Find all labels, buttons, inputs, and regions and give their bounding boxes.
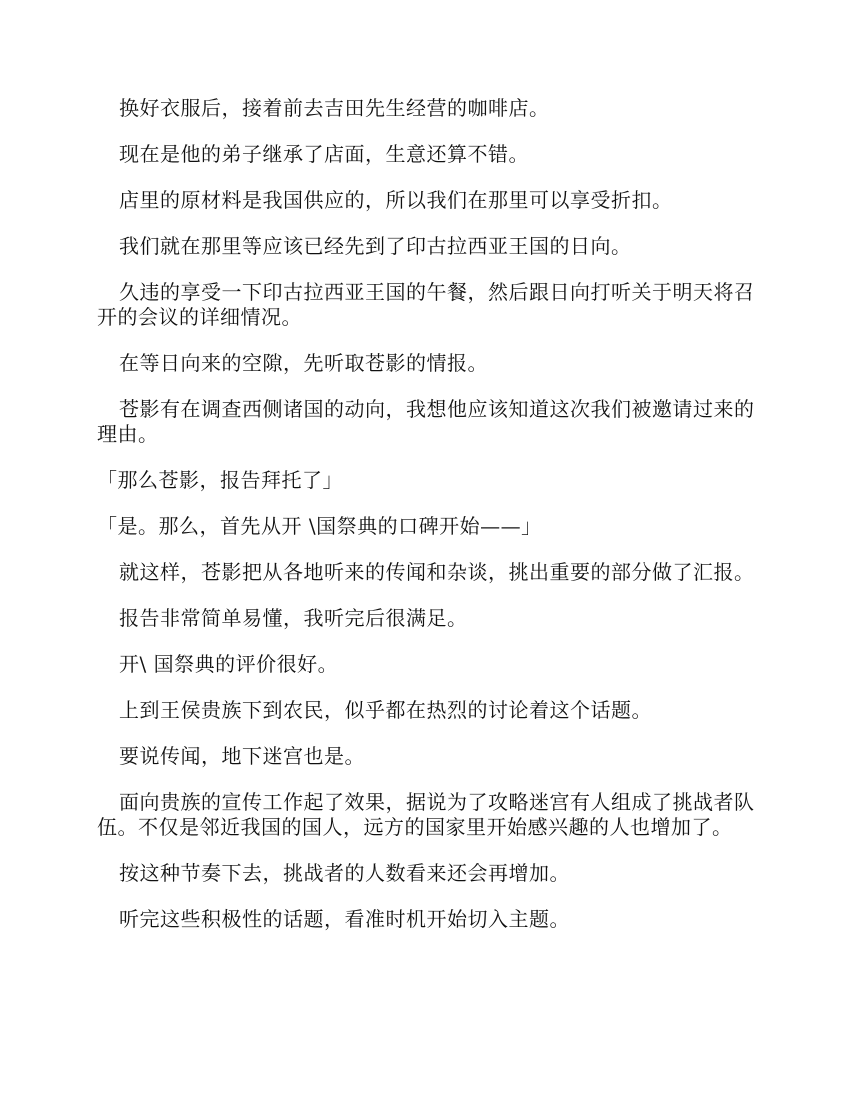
- document-body: [97, 96, 757, 953]
- paragraph: 报告非常简单易懂，我听完后很满足。: [119, 606, 468, 630]
- paragraph: 听完这些积极性的话题，看准时机开始切入主题。: [119, 907, 570, 931]
- dialogue-line: 「那么苍影，报告拜托了」: [97, 468, 343, 492]
- paragraph: 现在是他的弟子继承了店面，生意还算不错。: [119, 142, 529, 166]
- paragraph: 就这样，苍影把从各地听来的传闻和杂谈，挑出重要的部分做了汇报。: [119, 560, 755, 584]
- paragraph: 我们就在那里等应该已经先到了印古拉西亚王国的日向。: [119, 234, 632, 258]
- paragraph: 上到王侯贵族下到农民，似乎都在热烈的讨论着这个话题。: [119, 698, 652, 722]
- paragraph: 换好衣服后，接着前去吉田先生经营的咖啡店。: [119, 96, 550, 120]
- paragraph: 店里的原材料是我国供应的，所以我们在那里可以享受折扣。: [119, 188, 673, 212]
- dialogue-line: 「是。那么，首先从开 \国祭典的口碑开始——」: [97, 514, 542, 538]
- paragraph: 面向贵族的宣传工作起了效果，据说为了攻略迷宫有人组成了挑战者队伍。不仅是邻近我国的国人，远方的国家里开始感兴趣的人也增加了。: [97, 790, 755, 839]
- paragraph: 在等日向来的空隙，先听取苍影的情报。: [119, 351, 488, 375]
- paragraph: 开\ 国祭典的评价很好。: [119, 652, 339, 676]
- paragraph: 苍影有在调查西侧诸国的动向，我想他应该知道这次我们被邀请过来的理由。: [97, 397, 755, 446]
- paragraph: 要说传闻，地下迷宫也是。: [119, 744, 365, 768]
- paragraph: 按这种节奏下去，挑战者的人数看来还会再增加。: [119, 861, 570, 885]
- paragraph: 久违的享受一下印古拉西亚王国的午餐，然后跟日向打听关于明天将召开的会议的详细情况。: [97, 280, 755, 329]
